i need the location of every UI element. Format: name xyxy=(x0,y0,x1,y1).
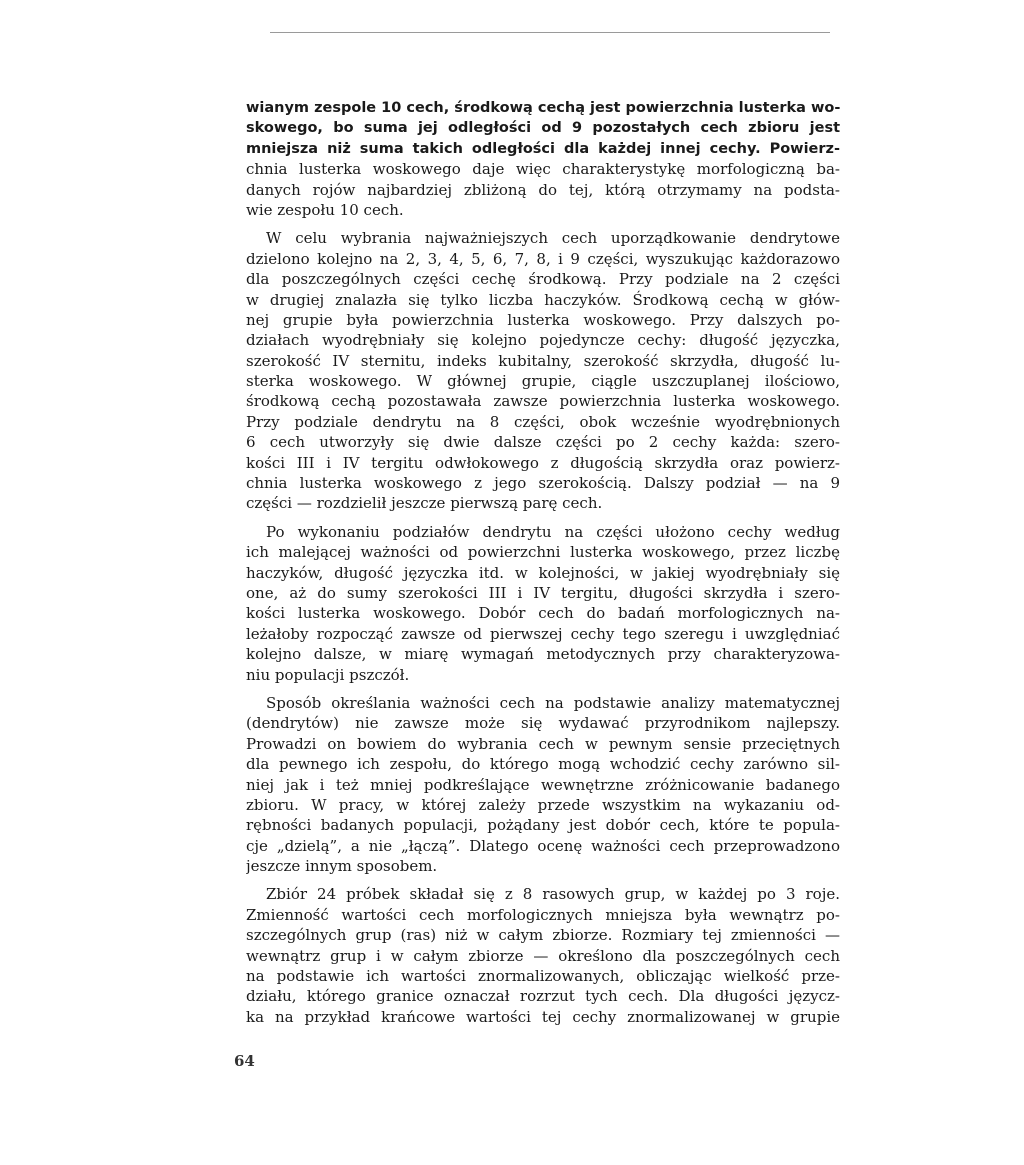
top-rule xyxy=(270,32,830,33)
text-line: chnia lusterka woskowego daje więc charakterystykę morfologiczną ba- xyxy=(246,160,840,179)
text-line: w drugiej znalazła się tylko liczba haczyków. Środkową cechą w głów- xyxy=(246,290,840,309)
page-number: 64 xyxy=(234,1052,255,1070)
text-line: Zbiór 24 próbek składał się z 8 rasowych grup, w każdej po 3 roje. xyxy=(266,885,840,904)
text-line: kości lusterka woskowego. Dobór cech do badań morfologicznych na- xyxy=(246,604,840,623)
text-line: działu, którego granice oznaczał rozrzut tych cech. Dla długości języcz- xyxy=(246,987,840,1006)
text-line: niej jak i też mniej podkreślające wewnętrzne zróżnicowanie badanego xyxy=(246,775,840,794)
text-line: kości III i IV tergitu odwłokowego z długością skrzydła oraz powierz- xyxy=(246,453,840,472)
text-line: one, aż do sumy szerokości III i IV tergitu, długości skrzydła i szero- xyxy=(246,583,840,602)
page-text xyxy=(246,98,840,1035)
text-line: wewnątrz grup i w całym zbiorze — określono dla poszczególnych cech xyxy=(246,946,840,965)
paragraph xyxy=(246,522,840,685)
text-line: skowego, bo suma jej odległości od 9 pozostałych cech zbioru jest xyxy=(246,120,840,137)
text-line: sterka woskowego. W głównej grupie, ciągle uszczuplanej ilościowo, xyxy=(246,372,840,391)
text-line: kolejno dalsze, w miarę wymagań metodycznych przy charakteryzowa- xyxy=(246,645,840,664)
text-line: wie zespołu 10 cech. xyxy=(246,200,404,219)
text-line: chnia lusterka woskowego z jego szerokością. Dalszy podział — na 9 xyxy=(246,474,840,493)
text-line: Zmienność wartości cech morfologicznych mniejsza była wewnątrz po- xyxy=(246,905,840,924)
paragraph xyxy=(246,228,840,513)
text-line: jeszcze innym sposobem. xyxy=(246,857,438,876)
text-line: (dendrytów) nie zawsze może się wydawać przyrodnikom najlepszy. xyxy=(246,714,840,733)
text-line: Przy podziale dendrytu na 8 części, obok wcześnie wyodrębnionych xyxy=(246,412,840,431)
text-line: Po wykonaniu podziałów dendrytu na części ułożono cechy według xyxy=(266,522,840,541)
text-line: działach wyodrębniały się kolejno pojedyncze cechy: długość języczka, xyxy=(246,331,840,350)
text-line: dla poszczególnych części cechę środkową. Przy podziale na 2 części xyxy=(246,270,840,289)
text-line: Sposób określania ważności cech na podstawie analizy matematycznej xyxy=(266,693,840,712)
text-line: rębności badanych populacji, pożądany jest dobór cech, które te popula- xyxy=(246,816,840,835)
text-line: niu populacji pszczół. xyxy=(246,665,410,684)
text-line: ka na przykład krańcowe wartości tej cechy znormalizowanej w grupie xyxy=(246,1007,840,1026)
text-line: ich malejącej ważności od powierzchni lusterka woskowego, przez liczbę xyxy=(246,543,840,562)
text-line: haczyków, długość języczka itd. w kolejności, w jakiej wyodrębniały się xyxy=(246,563,840,582)
text-line: mniejsza niż suma takich odległości dla każdej innej cechy. Powierz- xyxy=(246,140,840,157)
text-line: szczególnych grup (ras) niż w całym zbiorze. Rozmiary tej zmienności — xyxy=(246,926,840,945)
text-line: dzielono kolejno na 2, 3, 4, 5, 6, 7, 8, i 9 części, wyszukując każdorazowo xyxy=(246,249,840,268)
paragraph xyxy=(246,884,840,1027)
text-line: zbioru. W pracy, w której zależy przede wszystkim na wykazaniu od- xyxy=(246,795,840,814)
text-line: W celu wybrania najważniejszych cech uporządkowanie dendrytowe xyxy=(266,229,840,248)
paragraph xyxy=(246,98,840,220)
paragraph xyxy=(246,693,840,877)
text-line: Prowadzi on bowiem do wybrania cech w pewnym sensie przeciętnych xyxy=(246,734,840,753)
text-line: danych rojów najbardziej zbliżoną do tej, którą otrzymamy na podsta- xyxy=(246,180,840,199)
text-line: nej grupie była powierzchnia lusterka woskowego. Przy dalszych po- xyxy=(246,310,840,329)
text-line: dla pewnego ich zespołu, do którego mogą wchodzić cechy zarówno sil- xyxy=(246,755,840,774)
text-line: szerokość IV sternitu, indeks kubitalny, szerokość skrzydła, długość lu- xyxy=(246,351,840,370)
text-line: cje „dzielą”, a nie „łączą”. Dlatego ocenę ważności cech przeprowadzono xyxy=(246,836,840,855)
text-line: części — rozdzielił jeszcze pierwszą parę cech. xyxy=(246,494,603,513)
text-line: 6 cech utworzyły się dwie dalsze części po 2 cechy każda: szero- xyxy=(246,433,840,452)
text-line: środkową cechą pozostawała zawsze powierzchnia lusterka woskowego. xyxy=(246,392,840,411)
text-line: wianym zespole 10 cech, środkową cechą jest powierzchnia lusterka wo- xyxy=(246,100,840,116)
text-line: leżałoby rozpocząć zawsze od pierwszej cechy tego szeregu i uwzględniać xyxy=(246,624,840,643)
text-line: na podstawie ich wartości znormalizowanych, obliczając wielkość prze- xyxy=(246,967,840,986)
